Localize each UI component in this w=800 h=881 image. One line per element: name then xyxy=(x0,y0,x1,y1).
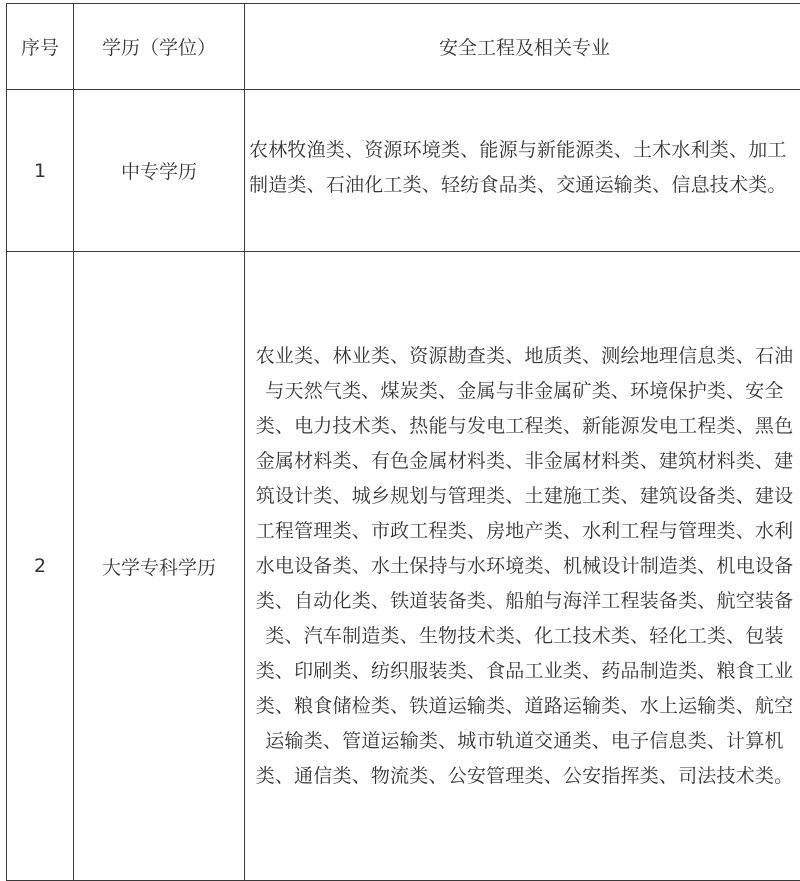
header-index: 序号 xyxy=(7,4,74,90)
row-index: 2 xyxy=(7,252,74,881)
header-majors: 安全工程及相关专业 xyxy=(245,4,800,90)
row-degree: 中专学历 xyxy=(74,90,245,252)
row-index: 1 xyxy=(7,90,74,252)
table-row xyxy=(7,252,800,881)
header-degree: 学历（学位） xyxy=(74,4,245,90)
row-majors: 农林牧渔类、资源环境类、能源与新能源类、土木水利类、加工制造类、石油化工类、轻纺食品类、交通运输类、信息技术类。 xyxy=(245,90,800,252)
majors-table xyxy=(6,3,800,881)
table-row xyxy=(7,90,800,252)
table-header-row xyxy=(7,4,800,90)
row-degree: 大学专科学历 xyxy=(74,252,245,881)
row-majors: 农业类、林业类、资源勘查类、地质类、测绘地理信息类、石油与天然气类、煤炭类、金属与非金属矿类、环境保护类、安全类、电力技术类、热能与发电工程类、新能源发电工程类、黑色金属材料类、有色金属材料类、非金属材料类、建筑材料类、建筑设计类、城乡规划与管理类、土建施工类、建筑设备类、建设工程管理类、市政工程类、房地产类、水利工程与管理类、水利水电设备类、水土保持与水环境类、机械设计制造类、机电设备类、自动化类、铁道装备类、船舶与海洋工程装备类、航空装备类、汽车制造类、生物技术类、化工技术类、轻化工类、包装类、印刷类、纺织服装类、食品工业类、药品制造类、粮食工业类、粮食储检类、铁道运输类、道路运输类、水上运输类、航空运输类、管道运输类、城市轨道交通类、电子信息类、计算机类、通信类、物流类、公安管理类、公安指挥类、司法技术类。 xyxy=(245,252,800,881)
